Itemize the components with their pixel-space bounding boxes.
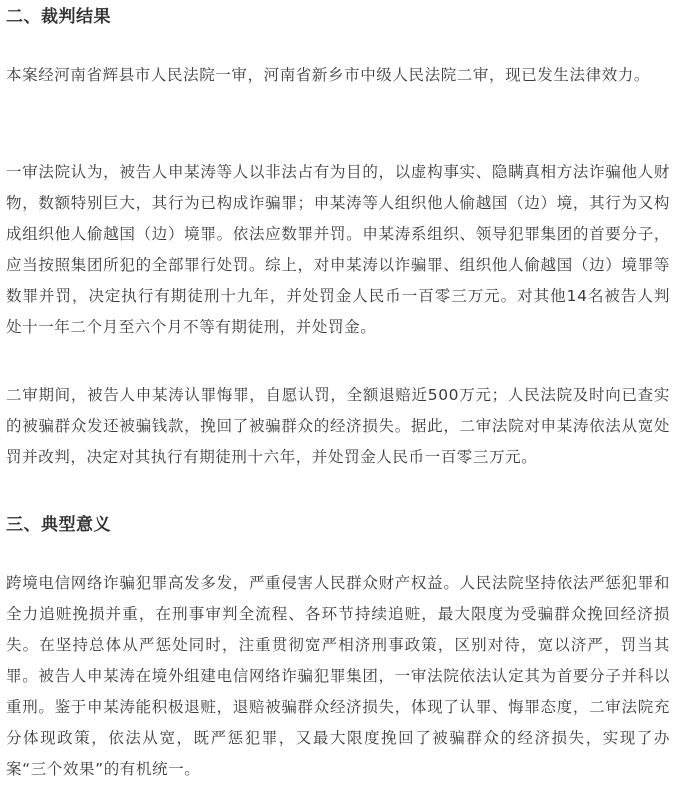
- paragraph-second-instance: 二审期间，被告人申某涛认罪悔罪，自愿认罚，全额退赔近500万元；人民法院及时向已查实的被骗群众发还被骗钱款，挽回了被骗群众的经济损失。据此，二审法院对申某涛依法从宽处罚并改判，决定对其执行有期徒刑十六年，并处罚金人民币一百零三万元。: [6, 386, 670, 466]
- paragraph-first-instance: 一审法院认为，被告人申某涛等人以非法占有为目的，以虚构事实、隐瞒真相方法诈骗他人财物，数额特别巨大，其行为已构成诈骗罪；申某涛等人组织他人偷越国（边）境，其行为又构成组织他人偷越国（边）境罪。依法应数罪并罚。申某涛系组织、领导犯罪集团的首要分子，应当按照集团所犯的全部罪行处罚。综上，对申某涛以诈骗罪、组织他人偷越国（边）境罪等数罪并罚，决定执行有期徒刑十九年，并处罚金人民币一百零三万元。对其他14名被告人判处十一年二个月至六个月不等有期徒刑，并处罚金。: [6, 163, 670, 336]
- paragraph-trial-status: 本案经河南省辉县市人民法院一审，河南省新乡市中级人民法院二审，现已发生法律效力。: [6, 66, 651, 84]
- paragraph-significance: 跨境电信网络诈骗犯罪高发多发，严重侵害人民群众财产权益。人民法院坚持依法严惩犯罪和全力追赃挽损并重，在刑事审判全流程、各环节持续追赃，最大限度为受骗群众挽回经济损失。在坚持总体从严惩处同时，注重贯彻宽严相济刑事政策，区别对待，宽以济严，罚当其罪。被告人申某涛在境外组建电信网络诈骗犯罪集团，一审法院依法认定其为首要分子并科以重刑。鉴于申某涛能积极退赃，退赔被骗群众经济损失，体现了认罪、悔罪态度，二审法院充分体现政策，依法从宽，既严惩犯罪，又最大限度挽回了被骗群众的经济损失，实现了办案“三个效果”的有机统一。: [6, 574, 670, 778]
- section-heading-judgment-result: 二、裁判结果: [6, 7, 111, 27]
- section-heading-typical-significance: 三、典型意义: [6, 515, 111, 535]
